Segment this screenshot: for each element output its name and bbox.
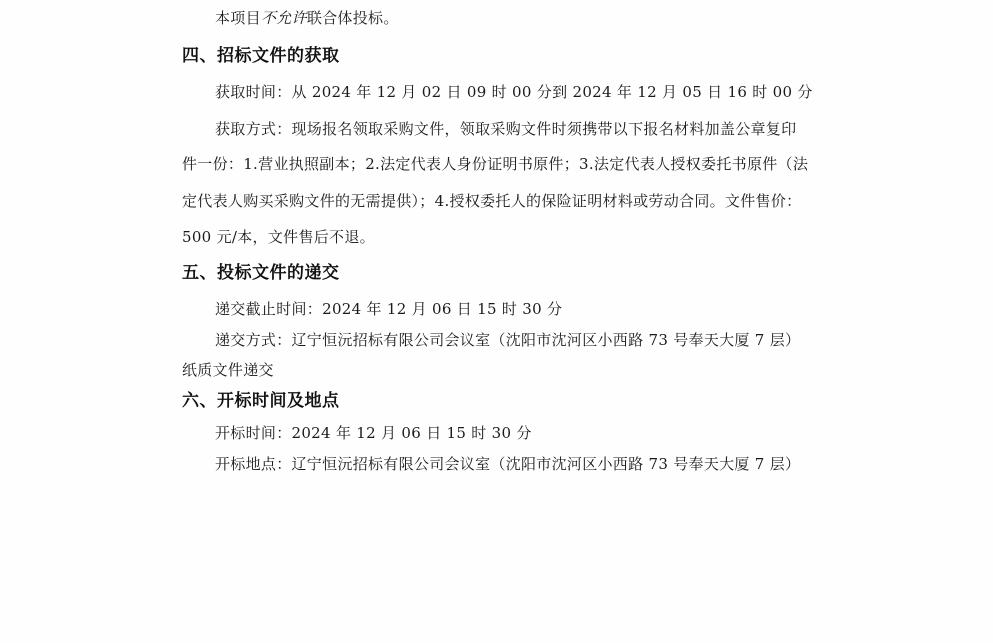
section-6-heading: 六、开标时间及地点: [182, 391, 340, 411]
acquisition-time: 获取时间：从 2024 年 12 月 02 日 09 时 00 分到 2024 年 12 月 05 日 16 时 00 分: [215, 83, 813, 101]
opening-time: 开标时间：2024 年 12 月 06 日 15 时 30 分: [215, 424, 532, 442]
consortium-note-suffix: 联合体投标。: [306, 9, 399, 27]
section-4-heading: 四、招标文件的获取: [182, 46, 340, 66]
consortium-note: [215, 8, 399, 28]
opening-place: 开标地点：辽宁恒沅招标有限公司会议室（沈阳市沈河区小西路 73 号奉天大厦 7 层）: [215, 455, 801, 473]
acquisition-method-line-4: 500 元/本，文件售后不退。: [182, 228, 375, 246]
acquisition-method-text-2: 件一份：1.营业执照副本；2.法定代表人身份证明书原件；3.法定代表人授权委托书原件（法: [182, 155, 809, 173]
acquisition-method-line-1: [215, 119, 796, 139]
acquisition-method-text-1: 获取方式：现场报名领取采购文件，领取采购文件时须携带以下报名材料加盖公章复印: [215, 120, 797, 138]
submission-deadline: 递交截止时间：2024 年 12 月 06 日 15 时 30 分: [215, 300, 563, 318]
submission-method-line-2: 纸质文件递交: [182, 361, 274, 379]
section-5-heading: 五、投标文件的递交: [182, 263, 340, 283]
acquisition-method-text-3: 定代表人购买采购文件的无需提供）；4.授权委托人的保险证明材料或劳动合同。文件售价：: [182, 192, 802, 210]
submission-method-line-1: 递交方式：辽宁恒沅招标有限公司会议室（沈阳市沈河区小西路 73 号奉天大厦 7 层）: [215, 331, 801, 349]
acquisition-method-line-3: [182, 191, 801, 211]
consortium-note-emphasis: 不允许: [260, 9, 307, 27]
acquisition-method-line-2: [182, 154, 808, 174]
consortium-note-prefix: 本项目: [215, 9, 261, 27]
